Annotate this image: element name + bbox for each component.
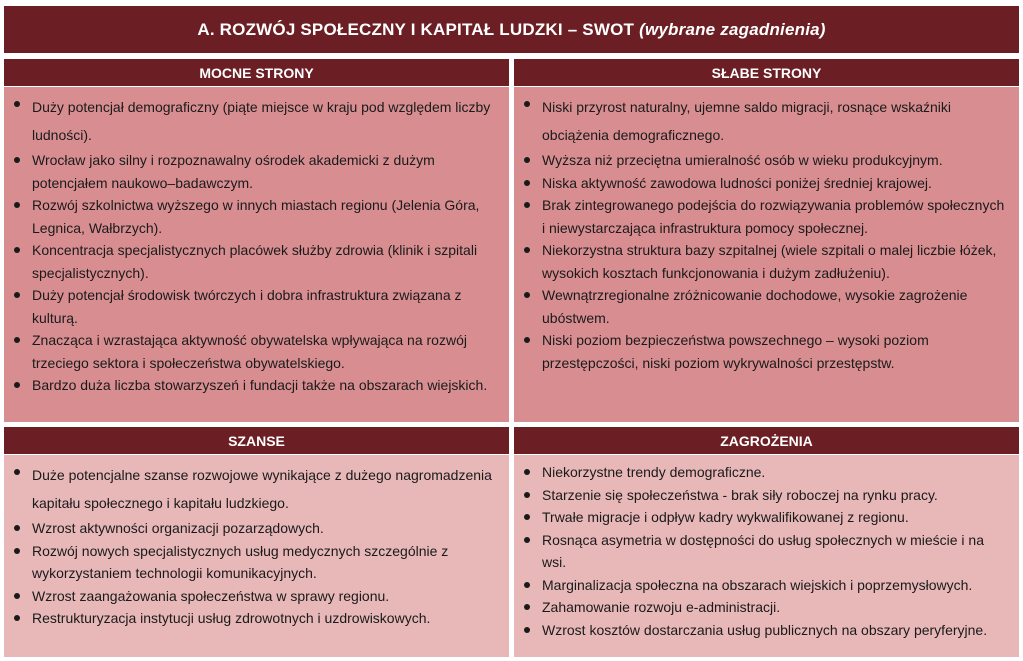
table-title bbox=[4, 6, 1019, 53]
list-item: Wzrost aktywności organizacji pozarządowych. bbox=[12, 517, 501, 540]
weaknesses-header: SŁABE STRONY bbox=[514, 59, 1019, 86]
list-item: Niski przyrost naturalny, ujemne saldo migracji, rosnące wskaźniki obciążenia demograficznego. bbox=[522, 93, 1011, 149]
list-item: Wrocław jako silny i rozpoznawalny ośrodek akademicki z dużym potencjałem naukowo–badawczym. bbox=[12, 149, 501, 194]
list-item: Rosnąca asymetria w dostępności do usług społecznych w mieście i na wsi. bbox=[522, 529, 1011, 574]
list-item: Brak zintegrowanego podejścia do rozwiązywania problemów społecznych i niewystarczająca infrastruktura pomocy społecznej. bbox=[522, 194, 1011, 239]
list-item: Zahamowanie rozwoju e-administracji. bbox=[522, 596, 1011, 619]
opportunities-cell bbox=[4, 455, 509, 657]
weaknesses-cell bbox=[514, 87, 1019, 422]
strengths-header: MOCNE STRONY bbox=[4, 59, 509, 86]
list-item: Wzrost kosztów dostarczania usług publicznych na obszary peryferyjne. bbox=[522, 619, 1011, 642]
list-item: Wyższa niż przeciętna umieralność osób w wieku produkcyjnym. bbox=[522, 149, 1011, 172]
list-item: Duże potencjalne szanse rozwojowe wynikające z dużego nagromadzenia kapitału społecznego i kapitału ludzkiego. bbox=[12, 461, 501, 517]
list-item: Bardzo duża liczba stowarzyszeń i fundacji także na obszarach wiejskich. bbox=[12, 374, 501, 397]
list-item: Znacząca i wzrastająca aktywność obywatelska wpływająca na rozwój trzeciego sektora i społeczeństwa obywatelskiego. bbox=[12, 329, 501, 374]
list-item: Niekorzystne trendy demograficzne. bbox=[522, 461, 1011, 484]
opportunities-header: SZANSE bbox=[4, 427, 509, 454]
list-item: Wewnątrzregionalne zróżnicowanie dochodowe, wysokie zagrożenie ubóstwem. bbox=[522, 284, 1011, 329]
list-item: Niski poziom bezpieczeństwa powszechnego – wysoki poziom przestępczości, niski poziom wykrywalności przestępstw. bbox=[522, 329, 1011, 374]
threats-header: ZAGROŻENIA bbox=[514, 427, 1019, 454]
title-main: A. ROZWÓJ SPOŁECZNY I KAPITAŁ LUDZKI – SWOT bbox=[197, 19, 635, 39]
threats-cell bbox=[514, 455, 1019, 657]
list-item: Niska aktywność zawodowa ludności poniżej średniej krajowej. bbox=[522, 172, 1011, 195]
list-item: Wzrost zaangażowania społeczeństwa w sprawy regionu. bbox=[12, 585, 501, 608]
list-item: Trwałe migracje i odpływ kadry wykwalifikowanej z regionu. bbox=[522, 506, 1011, 529]
list-item: Rozwój nowych specjalistycznych usług medycznych szczególnie z wykorzystaniem technologii komunikacyjnych. bbox=[12, 540, 501, 585]
list-item: Rozwój szkolnictwa wyższego w innych miastach regionu (Jelenia Góra, Legnica, Wałbrzych). bbox=[12, 194, 501, 239]
title-italic: (wybrane zagadnienia) bbox=[639, 19, 826, 39]
strengths-list bbox=[12, 93, 501, 397]
opportunities-list bbox=[12, 461, 501, 630]
threats-list bbox=[522, 461, 1011, 641]
list-item: Duży potencjał środowisk twórczych i dobra infrastruktura związana z kulturą. bbox=[12, 284, 501, 329]
list-item: Restrukturyzacja instytucji usług zdrowotnych i uzdrowiskowych. bbox=[12, 607, 501, 630]
list-item: Koncentracja specjalistycznych placówek służby zdrowia (klinik i szpitali specjalistycznych). bbox=[12, 239, 501, 284]
weaknesses-list bbox=[522, 93, 1011, 374]
list-item: Marginalizacja społeczna na obszarach wiejskich i poprzemysłowych. bbox=[522, 574, 1011, 597]
list-item: Duży potencjał demograficzny (piąte miejsce w kraju pod względem liczby ludności). bbox=[12, 93, 501, 149]
list-item: Starzenie się społeczeństwa - brak siły roboczej na rynku pracy. bbox=[522, 484, 1011, 507]
strengths-cell bbox=[4, 87, 509, 422]
list-item: Niekorzystna struktura bazy szpitalnej (wiele szpitali o malej liczbie łóżek, wysokich kosztach funkcjonowania i dużym zadłużeniu). bbox=[522, 239, 1011, 284]
